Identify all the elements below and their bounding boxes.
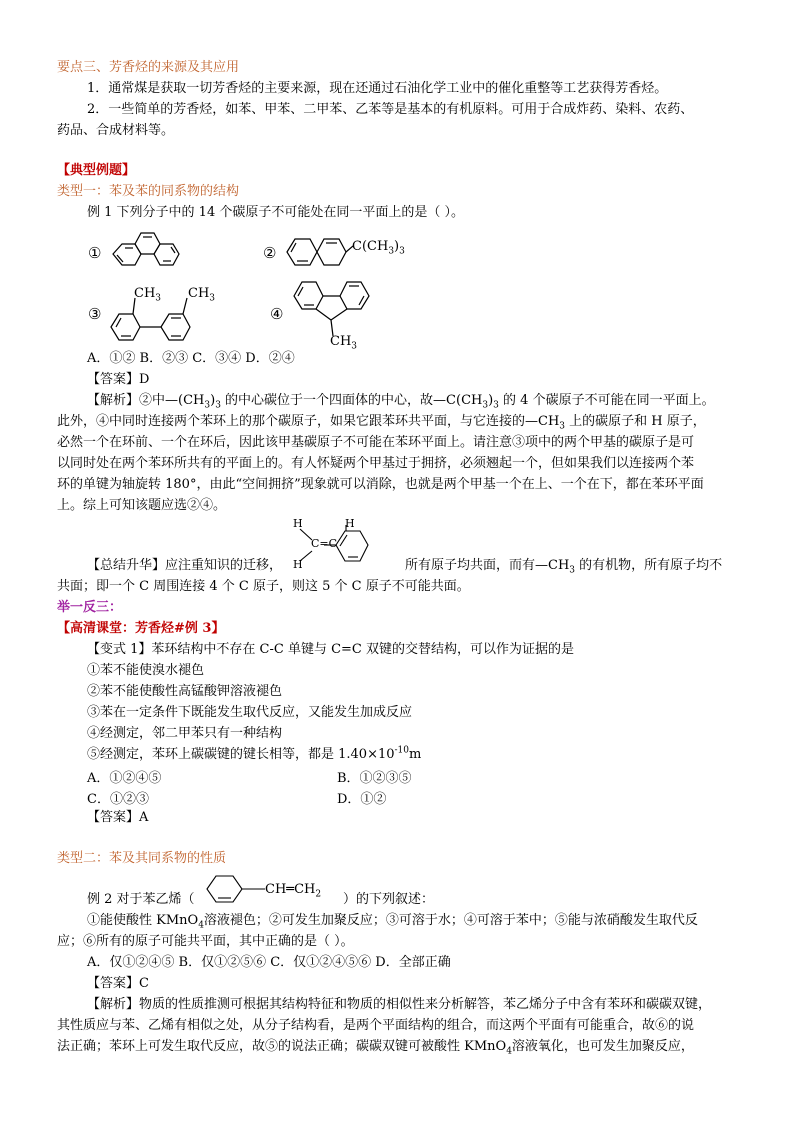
type-title: 类型一：苯及苯的同系物的结构 [57,184,240,199]
question: 例 1 下列分子中的 14 个碳原子不可能处在同一平面上的是（ ）。 [87,205,464,220]
paragraph: 药品、合成材料等。 [57,123,175,138]
list-item: ③苯在一定条件下既能发生取代反应，又能发生加成反应 [87,705,413,720]
option-a: A．①②④⑤ [87,771,162,786]
list-item: ⑤经测定，苯环上碳碳键的键长相等，都是 $1.40\times 10^{-10}m$ [87,745,422,762]
question: ①能使酸性 KMnO$_4$溶液褪色；②可发生加聚反应；③可溶于水；④可溶于苯中；⑤能与浓硝酸发生取代反 [87,913,698,931]
explanation: 以同时处在两个苯环所共有的平面上的。有人怀疑两个甲基过于拥挤，必须翘起一个，但如果我们以连接两个苯 [57,456,695,471]
explanation: 此外，④中同时连接两个苯环上的那个碳原子，如果它跟苯环共平面，与它连接的$—CH_3$ 上的碳原子和 H 原子， [57,414,706,432]
answer-options: A．仅①②④⑤ B．仅①②⑤⑥ C．仅①②④⑤⑥ D．全部正确 [87,955,451,970]
question: 例 2 对于苯乙烯（ [87,892,195,907]
atom-label: H [293,517,303,530]
explanation: 必然一个在环前、一个在环后，因此该甲基碳原子不可能在苯环平面上。请注意③项中的两个甲基的碳原子是可 [57,435,695,450]
section-header: 【高清课堂：芳香烃#例 3】 [57,621,225,636]
phenanthrene-structure [105,222,205,274]
methyl-label: $CH_3$ [134,286,162,304]
section-title: 要点三、芳香烃的来源及其应用 [57,60,240,75]
variant-question: 【变式 1】苯环结构中不存在 C-C 单键与 C=C 双键的交替结构，可以作为证据的是 [87,642,575,657]
naphthalene-structure [283,230,353,276]
summary: 所有原子均共面，而有$—CH_3$ 的有机物，所有原子均不 [405,558,723,576]
benzene-ring-structure [203,872,273,906]
explanation: 【解析】物质的性质推测可根据其结构特征和物质的相似性来分析解答，苯乙烯分子中含有苯环和碳碳双键， [87,997,712,1012]
option-label: ② [263,244,277,262]
explanation: 法正确；苯环上可发生取代反应，故⑤的说法正确；碳碳双键可被酸性 KMnO$_4$溶液氧化，也可发生加聚反应， [57,1039,694,1057]
methyl-label: $CH_3$ [330,334,358,352]
explanation: 其性质应与苯、乙烯有相似之处，从分子结构看，是两个平面结构的组合，而这两个平面有可能重合，故⑥的说 [57,1018,695,1033]
list-item: ②苯不能使酸性高锰酸钾溶液褪色 [87,684,283,699]
type-title: 类型二：苯及其同系物的性质 [57,851,227,866]
option-label: ① [88,244,102,262]
paragraph: 1．通常煤是获取一切芳香烃的主要来源，现在还通过石油化学工业中的催化重整等工艺获得芳香烃。 [87,81,668,96]
option-label: ④ [270,305,284,323]
methyl-label: $CH_3$ [188,286,216,304]
question: 应；⑥所有的原子可能共平面，其中正确的是（ ）。 [57,934,354,949]
atom-label: H [345,517,355,530]
option-b: B．①②③⑤ [337,771,412,786]
atom-label: C=C [311,537,338,550]
answer: 【答案】A [87,810,149,825]
option-d: D．①② [337,792,387,807]
answer-options: A．①② B．②③ C．③④ D．②④ [87,351,295,366]
list-item: ①苯不能使溴水褪色 [87,663,205,678]
section-header: 【典型例题】 [57,163,136,178]
answer: 【答案】D [87,372,150,387]
atom-label: H [293,558,303,571]
answer: 【答案】C [87,976,149,991]
explanation: 【解析】②中$—(CH_3)_3$ 的中心碳位于一个四面体的中心，故$—C(CH_3)_3$ 的 4 个碳原子不可能在同一平面上。 [87,393,715,411]
option-label: ③ [88,305,102,323]
option-c: C．①②③ [87,792,149,807]
substituent-label: $C(CH_3)_3$ [352,239,405,257]
paragraph: 2．一些简单的芳香烃，如苯、甲苯、二甲苯、乙苯等是基本的有机原料。可用于合成炸药、染料、农药、 [87,102,694,117]
list-item: ④经测定，邻二甲苯只有一种结构 [87,726,283,741]
summary: 共面；即一个 C 周围连接 4 个 C 原子，则这 5 个 C 原子不可能共面。 [57,579,470,594]
explanation: 环的单键为轴旋转 180°，由此“空间拥挤”现象就可以消除，也就是两个甲基一个在上、一个在下，都在苯环平面 [57,477,704,492]
section-header: 举一反三： [57,600,123,615]
vinyl-group: $CH═CH_2$ [265,882,322,900]
summary: 【总结升华】应注重知识的迁移， [87,558,283,573]
question: ）的下列叙述： [343,892,435,907]
explanation: 上。综上可知该题应选②④。 [57,498,227,513]
